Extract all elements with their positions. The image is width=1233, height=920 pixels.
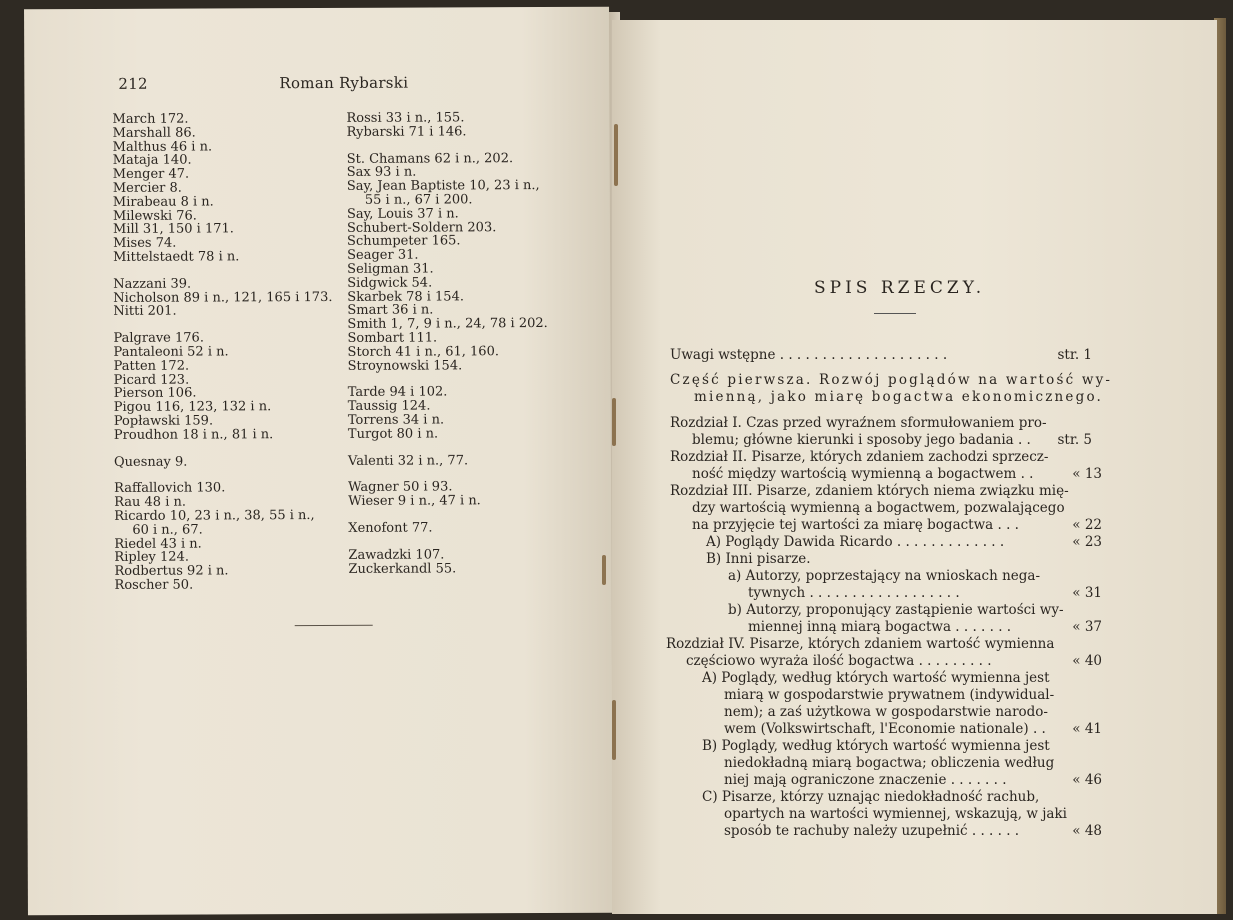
index-entry: 55 i n., 67 i 200. xyxy=(364,192,473,208)
binding-thread xyxy=(602,555,606,585)
index-entry: Menger 47. xyxy=(112,166,190,183)
index-entry: Stroynowski 154. xyxy=(347,357,463,374)
index-entry: Picard 123. xyxy=(113,372,190,388)
binding-thread xyxy=(614,124,618,186)
index-entry: Xenofont 77. xyxy=(348,520,433,536)
index-column-1 xyxy=(112,112,334,593)
toc-page-ref: « 40 xyxy=(1072,653,1102,669)
index-entry: Mirabeau 8 i n. xyxy=(112,194,214,210)
toc-line: B) Inni pisarze. xyxy=(706,551,811,567)
index-entry: Sidgwick 54. xyxy=(347,275,433,291)
index-entry: Rodbertus 92 i n. xyxy=(114,563,229,580)
index-entry: Roscher 50. xyxy=(114,577,194,593)
index-entry: Seager 31. xyxy=(347,247,419,264)
index-entry: Proudhon 18 i n., 81 i n. xyxy=(113,426,274,443)
toc-line: tywnych . . . . . . . . . . . . . . . . . . xyxy=(748,585,960,601)
toc-line: niedokładną miarą bogactwa; obliczenia według xyxy=(724,755,1055,771)
index-entry: Pierson 106. xyxy=(113,385,197,402)
index-entry: Patten 172. xyxy=(113,358,190,374)
toc-line: miarą w gospodarstwie prywatnem (indywidual- xyxy=(724,687,1055,703)
index-entry: Quesnay 9. xyxy=(113,454,188,470)
toc-line: sposób te rachuby należy uzupełnić . . . . . . xyxy=(724,823,1020,839)
toc-line: miennej inną miarą bogactwa . . . . . . . xyxy=(748,619,1012,635)
index-entry: Pigou 116, 123, 132 i n. xyxy=(113,399,272,416)
index-entry: Nicholson 89 i n., 121, 165 i 173. xyxy=(113,289,333,306)
index-entry: Tarde 94 i 102. xyxy=(347,384,448,401)
toc-line: Rozdział IV. Pisarze, których zdaniem wartość wymienna xyxy=(666,636,1055,652)
toc-line: A) Poglądy, według których wartość wymienna jest xyxy=(702,670,1050,686)
toc-line: blemu; główne kierunki i sposoby jego badania . . xyxy=(692,432,1031,448)
toc-page-ref: « 13 xyxy=(1072,466,1102,482)
index-entry: Say, Jean Baptiste 10, 23 i n., xyxy=(346,178,540,195)
page-number: 212 xyxy=(118,74,148,93)
toc-page-ref: « 31 xyxy=(1072,585,1102,601)
toc-line: mienną, jako miarę bogactwa ekonomicznego. xyxy=(694,389,1104,405)
index-entry: Rybarski 71 i 146. xyxy=(346,124,467,140)
index-entry: Mataja 140. xyxy=(112,152,192,169)
toc-page-ref: str. 1 xyxy=(1057,347,1092,363)
index-entry: Nazzani 39. xyxy=(113,276,192,292)
index-entry: Ripley 124. xyxy=(114,549,189,566)
toc-line: na przyjęcie tej wartości za miarę bogactwa . . . xyxy=(692,517,1019,533)
index-entry: Riedel 43 i n. xyxy=(114,536,202,552)
index-entry: Taussig 124. xyxy=(347,398,431,415)
running-head-author: Roman Rybarski xyxy=(279,73,409,93)
index-entry: Raffallovich 130. xyxy=(114,480,226,497)
index-entry: Rossi 33 i n., 155. xyxy=(346,110,465,126)
toc-page-ref: « 48 xyxy=(1072,823,1102,839)
index-entry: Mises 74. xyxy=(113,235,177,252)
toc-line: ność między wartością wymienną a bogactwem . . xyxy=(692,466,1034,482)
index-entry: Smith 1, 7, 9 i n., 24, 78 i 202. xyxy=(347,316,548,333)
toc-line: Rozdział II. Pisarze, których zdaniem zachodzi sprzecz- xyxy=(670,449,1049,465)
toc-line: Część pierwsza. Rozwój poglądów na wartość wy- xyxy=(670,372,1113,388)
toc-page-ref: « 22 xyxy=(1072,517,1102,533)
toc-line: opartych na wartości wymiennej, wskazują, w jaki xyxy=(724,806,1067,822)
toc-page-ref: « 37 xyxy=(1072,619,1102,635)
index-entry: March 172. xyxy=(112,111,189,127)
index-entry: Popławski 159. xyxy=(113,413,214,429)
index-entry: Seligman 31. xyxy=(347,261,434,277)
right-page xyxy=(612,20,1217,914)
index-entry: Say, Louis 37 i n. xyxy=(346,206,459,222)
toc-page-ref: « 46 xyxy=(1072,772,1102,788)
toc-page-ref: « 41 xyxy=(1072,721,1102,737)
index-column-2 xyxy=(346,111,588,576)
index-entry: 60 i n., 67. xyxy=(132,522,203,538)
index-entry: Schubert-Soldern 203. xyxy=(346,219,497,236)
toc-line: A) Poglądy Dawida Ricardo . . . . . . . . . . . . . xyxy=(706,534,1005,550)
index-entry: Pantaleoni 52 i n. xyxy=(113,344,229,360)
index-entry: Schumpeter 165. xyxy=(347,233,461,250)
index-entry: Milewski 76. xyxy=(112,208,197,224)
index-entry: Zuckerkandl 55. xyxy=(348,560,457,577)
index-entry: Smart 36 i n. xyxy=(347,302,434,319)
toc-line: Rozdział I. Czas przed wyraźnem sformułowaniem pro- xyxy=(670,415,1047,431)
toc-line: niej mają ograniczone znaczenie . . . . . . . xyxy=(724,772,1007,788)
index-entry: Sombart 111. xyxy=(347,330,438,346)
toc-page-ref: str. 5 xyxy=(1057,432,1092,448)
toc-line: nem); a zaś użytkowa w gospodarstwie narodo- xyxy=(724,704,1048,720)
index-entry: Wagner 50 i 93. xyxy=(348,479,453,496)
index-entry: Mercier 8. xyxy=(112,180,182,196)
index-entry: Zawadzki 107. xyxy=(348,547,445,563)
index-entry: Wieser 9 i n., 47 i n. xyxy=(348,493,481,509)
index-entry: Palgrave 176. xyxy=(113,330,204,347)
toc-line: Uwagi wstępne . . . . . . . . . . . . . . . . . . . . xyxy=(670,347,948,363)
toc-line: Rozdział III. Pisarze, zdaniem których niema związku mię- xyxy=(670,483,1069,499)
index-entry: Storch 41 i n., 61, 160. xyxy=(347,343,500,360)
toc-line: b) Autorzy, proponujący zastąpienie wartości wy- xyxy=(728,602,1064,618)
index-entry: Mittelstaedt 78 i n. xyxy=(113,249,240,265)
binding-thread xyxy=(612,700,616,760)
index-entry: Mill 31, 150 i 171. xyxy=(112,221,234,238)
toc-line: a) Autorzy, poprzestający na wnioskach nega- xyxy=(728,568,1041,584)
left-page xyxy=(24,7,613,916)
toc-line: C) Pisarze, którzy uznając niedokładność rachub, xyxy=(702,789,1040,805)
binding-thread xyxy=(612,398,616,446)
index-entry: Sax 93 i n. xyxy=(346,164,417,181)
end-rule xyxy=(295,625,373,626)
index-entry: St. Chamans 62 i n., 202. xyxy=(346,150,514,167)
toc-line: częściowo wyraża ilość bogactwa . . . . . . . . . xyxy=(686,653,992,669)
toc-line: B) Poglądy, według których wartość wymienna jest xyxy=(702,738,1050,754)
index-entry: Malthus 46 i n. xyxy=(112,139,213,155)
index-entry: Torrens 34 i n. xyxy=(347,412,445,428)
toc-title: SPIS RZECZY. xyxy=(814,278,986,298)
index-entry: Marshall 86. xyxy=(112,125,196,141)
index-entry: Ricardo 10, 23 i n., 38, 55 i n., xyxy=(114,507,315,524)
title-rule xyxy=(874,313,916,314)
index-entry: Skarbek 78 i 154. xyxy=(347,288,465,305)
toc-page-ref: « 23 xyxy=(1072,534,1102,550)
toc-line: dzy wartością wymienną a bogactwem, pozwalającego xyxy=(692,500,1065,516)
index-entry: Nitti 201. xyxy=(113,303,177,320)
index-entry: Rau 48 i n. xyxy=(114,494,187,511)
index-entry: Turgot 80 i n. xyxy=(347,426,439,442)
toc-line: wem (Volkswirtschaft, l'Economie nationale) . . xyxy=(724,721,1046,737)
index-entry: Valenti 32 i n., 77. xyxy=(347,452,469,469)
